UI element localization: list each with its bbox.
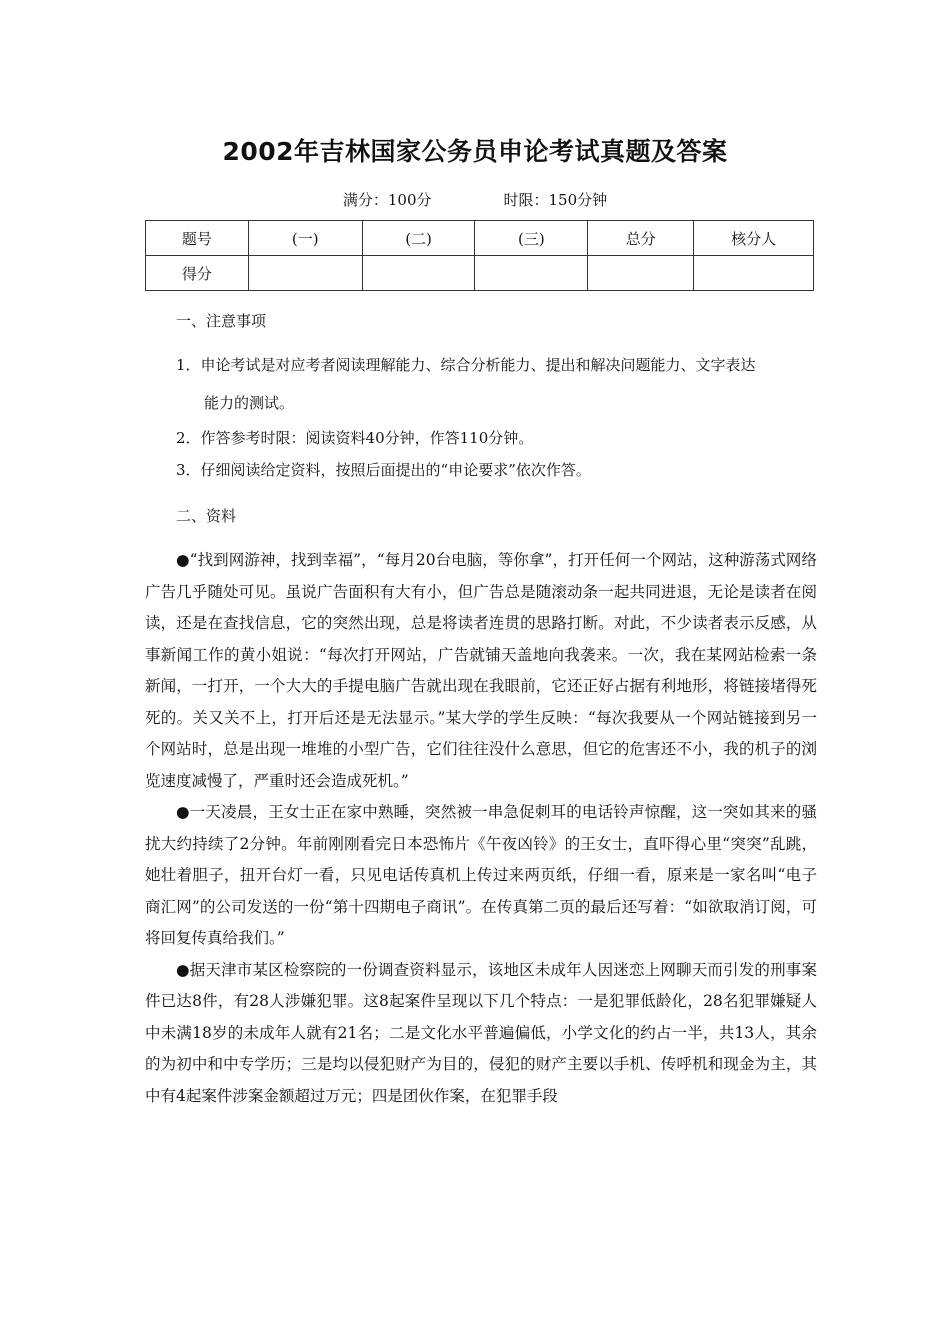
note-item-3: 3．仔细阅读给定资料，按照后面提出的“申论要求”依次作答。 [176, 461, 591, 479]
score-table-header-cell: 题号 [146, 221, 249, 256]
score-cell-empty [694, 256, 814, 291]
section-heading-notes: 一、注意事项 [176, 312, 267, 330]
section-heading-materials: 二、资料 [176, 507, 237, 525]
score-table-header-cell: (三) [475, 221, 588, 256]
score-cell-empty [362, 256, 475, 291]
materials-body [145, 545, 817, 1112]
time-limit-text: 时限：150分钟 [503, 191, 608, 209]
full-score-text: 满分：100分 [342, 191, 432, 209]
score-table-header-cell: 核分人 [694, 221, 814, 256]
score-table-header-cell: (一) [248, 221, 362, 256]
score-table [145, 220, 814, 291]
score-cell-empty [248, 256, 362, 291]
note-item-1-line1: 1．申论考试是对应考者阅读理解能力、综合分析能力、提出和解决问题能力、文字表达 [176, 356, 756, 374]
score-row-label: 得分 [146, 256, 249, 291]
material-paragraph: ●一天凌晨，王女士正在家中熟睡，突然被一串急促刺耳的电话铃声惊醒，这一突如其来的骚扰大约持续了2分钟。年前刚刚看完日本恐怖片《午夜凶铃》的王女士，直吓得心里“突突”乱跳，她壮着胆子，扭开台灯一看，只见电话传真机上传过来两页纸，仔细一看，原来是一家名叫“电子商汇网”的公司发送的一份“第十四期电子商讯”。在传真第二页的最后还写着：“如欲取消订阅，可将回复传真给我们。” [145, 803, 817, 947]
note-item-1-line2: 能力的测试。 [204, 394, 295, 412]
score-table-header-cell: 总分 [588, 221, 694, 256]
exam-meta [0, 189, 950, 210]
score-table-header-row [146, 221, 814, 256]
note-item-1 [176, 350, 816, 418]
score-cell-empty [588, 256, 694, 291]
score-table-header-cell: (二) [362, 221, 475, 256]
note-item-2: 2．作答参考时限：阅读资料40分钟，作答110分钟。 [176, 429, 534, 447]
page-title: 2002年吉林国家公务员申论考试真题及答案 [222, 137, 728, 166]
score-cell-empty [475, 256, 588, 291]
score-table-score-row [146, 256, 814, 291]
material-paragraph: ●“找到网游神，找到幸福”，“每月20台电脑，等你拿”，打开任何一个网站，这种游荡式网络广告几乎随处可见。虽说广告面积有大有小，但广告总是随滚动条一起共同进退，无论是读者在阅读，还是在查找信息，它的突然出现，总是将读者连贯的思路打断。对此，不少读者表示反感，从事新闻工作的黄小姐说：“每次打开网站，广告就铺天盖地向我袭来。一次，我在某网站检索一条新闻，一打开，一个大大的手提电脑广告就出现在我眼前，它还正好占据有利地形，将链接堵得死死的。关又关不上，打开后还是无法显示。”某大学的学生反映：“每次我要从一个网站链接到另一个网站时，总是出现一堆堆的小型广告，它们往往没什么意思，但它的危害还不小，我的机子的浏览速度减慢了，严重时还会造成死机。” [145, 551, 817, 790]
material-paragraph: ●据天津市某区检察院的一份调查资料显示，该地区未成年人因迷恋上网聊天而引发的刑事案件已达8件，有28人涉嫌犯罪。这8起案件呈现以下几个特点：一是犯罪低龄化，28名犯罪嫌疑人中未满18岁的未成年人就有21名；二是文化水平普遍偏低，小学文化的约占一半，共13人，其余的为初中和中专学历；三是均以侵犯财产为目的，侵犯的财产主要以手机、传呼机和现金为主，其中有4起案件涉案金额超过万元；四是团伙作案，在犯罪手段 [145, 960, 817, 1105]
